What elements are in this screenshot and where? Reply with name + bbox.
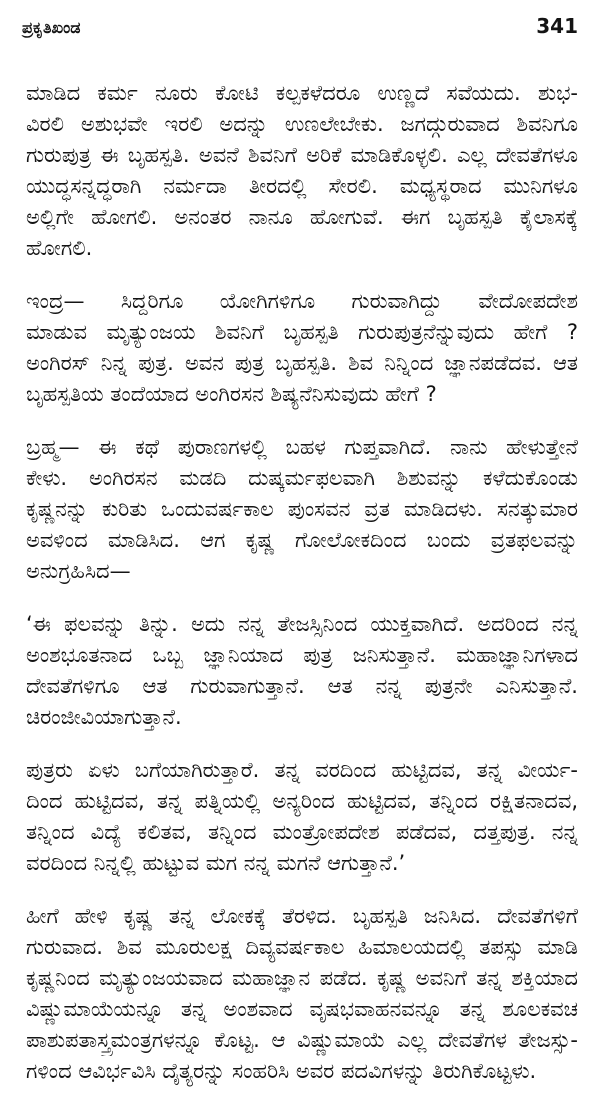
text-line: ದಿಂದ ಹುಟ್ಟಿದವ, ತನ್ನ ಪತ್ನಿಯಲ್ಲಿ ಅನ್ಯರಿಂದ ಹುಟ್ಟಿದವ, ತನ್ನಿಂದ ರಕ್ಷಿತನಾದವ, <box>26 789 578 813</box>
text-line: ಬ್ರಹ್ಮ— ಈ ಕಥೆ ಪುರಾಣಗಳಲ್ಲಿ ಬಹಳ ಗುಪ್ತವಾಗಿದೆ. ನಾನು ಹೇಳುತ್ತೇನೆ <box>26 435 578 459</box>
section-title: ಪ್ರಕೃತಿಖಂಡ <box>22 18 81 37</box>
text-line: ‘ಈ ಫಲವನ್ನು ತಿನ್ನು. ಅದು ನನ್ನ ತೇಜಸ್ಸಿನಿಂದ ಯುಕ್ತವಾಗಿದೆ. ಅದರಿಂದ ನನ್ನ <box>26 612 578 636</box>
page-body <box>26 78 578 1109</box>
text-line: ದೇವತೆಗಳಿಗೂ ಆತ ಗುರುವಾಗುತ್ತಾನೆ. ಆತ ನನ್ನ ಪುತ್ರನೇ ಎನಿಸುತ್ತಾನೆ. <box>26 674 578 698</box>
text-line: ಗುರುವಾದ. ಶಿವ ಮೂರುಲಕ್ಷ ದಿವ್ಯವರ್ಷಕಾಲ ಹಿಮಾಲಯದಲ್ಲಿ ತಪಸ್ಸು ಮಾಡಿ <box>26 935 578 959</box>
text-line: ಹೋಗಲಿ. <box>26 236 93 260</box>
text-line: ಬೃಹಸ್ಪತಿಯ ತಂದೆಯಾದ ಅಂಗಿರಸನ ಶಿಷ್ಯನೆನಿಸುವುದು ಹೇಗೆ ? <box>26 382 437 406</box>
page-number: 341 <box>536 14 578 38</box>
paragraph <box>26 78 578 264</box>
text-line: ವಿರಲಿ ಅಶುಭವೇ ಇರಲಿ ಅದನ್ನು ಉಣಲೇಬೇಕು. ಜಗದ್ಗುರುವಾದ ಶಿವನಿಗೂ <box>26 112 578 136</box>
text-line: ಪುತ್ರರು ಏಳು ಬಗೆಯಾಗಿರುತ್ತಾರೆ. ತನ್ನ ವರದಿಂದ ಹುಟ್ಟಿದವ, ತನ್ನ ವೀರ್ಯ- <box>26 758 578 782</box>
text-line: ಕೇಳು. ಅಂಗಿರಸನ ಮಡದಿ ದುಷ್ಕರ್ಮಫಲವಾಗಿ ಶಿಶುವನ್ನು ಕಳೆದುಕೊಂಡು <box>26 466 578 490</box>
paragraph <box>26 432 578 587</box>
text-line: ಪಾಶುಪತಾಸ್ತ್ರಮಂತ್ರಗಳನ್ನೂ ಕೊಟ್ಟ. ಆ ವಿಷ್ಣುಮಾಯೆ ಎಲ್ಲ ದೇವತೆಗಳ ತೇಜಸ್ಸು- <box>26 1028 578 1052</box>
text-line: ಮಾಡುವ ಮೃತ್ಯುಂಜಯ ಶಿವನಿಗೆ ಬೃಹಸ್ಪತಿ ಗುರುಪುತ್ರನೆನ್ನುವುದು ಹೇಗೆ ? <box>26 320 578 344</box>
paragraph <box>26 286 578 410</box>
text-line: ತನ್ನಿಂದ ವಿದ್ಯೆ ಕಲಿತವ, ತನ್ನಿಂದ ಮಂತ್ರೋಪದೇಶ ಪಡೆದವ, ದತ್ತಪುತ್ರ. ನನ್ನ <box>26 820 578 844</box>
text-line: ವಿಷ್ಣುಮಾಯೆಯನ್ನೂ ತನ್ನ ಅಂಶವಾದ ವೃಷಭವಾಹನವನ್ನೂ ತನ್ನ ಶೂಲಕವಚ <box>26 997 578 1021</box>
text-line: ವರದಿಂದ ನಿನ್ನಲ್ಲಿ ಹುಟ್ಟುವ ಮಗ ನನ್ನ ಮಗನೆ ಆಗುತ್ತಾನೆ.’ <box>26 851 406 875</box>
text-line: ಚಿರಂಜೀವಿಯಾಗುತ್ತಾನೆ. <box>26 705 182 729</box>
text-line: ಯುದ್ಧಸನ್ನದ್ಧರಾಗಿ ನರ್ಮದಾ ತೀರದಲ್ಲಿ ಸೇರಲಿ. ಮಧ್ಯಸ್ಥರಾದ ಮುನಿಗಳೂ <box>26 174 578 198</box>
paragraph <box>26 609 578 733</box>
text-line: ಕೃಷ್ಣನನ್ನು ಕುರಿತು ಒಂದುವರ್ಷಕಾಲ ಪುಂಸವನ ವ್ರತ ಮಾಡಿದಳು. ಸನತ್ಕುಮಾರ <box>26 497 578 521</box>
text-line: ಕೃಷ್ಣನಿಂದ ಮೃತ್ಯುಂಜಯವಾದ ಮಹಾಜ್ಞಾನ ಪಡೆದ. ಕೃಷ್ಣ ಅವನಿಗೆ ತನ್ನ ಶಕ್ತಿಯಾದ <box>26 966 578 990</box>
text-line: ಅವಳಿಂದ ಮಾಡಿಸಿದ. ಆಗ ಕೃಷ್ಣ ಗೋಲೋಕದಿಂದ ಬಂದು ವ್ರತಫಲವನ್ನು <box>26 528 578 552</box>
text-line: ಹೀಗೆ ಹೇಳಿ ಕೃಷ್ಣ ತನ್ನ ಲೋಕಕ್ಕೆ ತೆರಳಿದ. ಬೃಹಸ್ಪತಿ ಜನಿಸಿದ. ದೇವತೆಗಳಿಗೆ <box>26 904 578 928</box>
text-line: ಅಂಗಿರಸ್ ನಿನ್ನ ಪುತ್ರ. ಅವನ ಪುತ್ರ ಬೃಹಸ್ಪತಿ. ಶಿವ ನಿನ್ನಿಂದ ಜ್ಞಾನಪಡೆದವ. ಆತ <box>26 351 578 375</box>
text-line: ಗುರುಪುತ್ರ ಈ ಬೃಹಸ್ಪತಿ. ಅವನೆ ಶಿವನಿಗೆ ಅರಿಕೆ ಮಾಡಿಕೊಳ್ಳಲಿ. ಎಲ್ಲ ದೇವತೆಗಳೂ <box>26 143 578 167</box>
text-line: ಮಾಡಿದ ಕರ್ಮ ನೂರು ಕೋಟಿ ಕಲ್ಪಕಳೆದರೂ ಉಣ್ಣದೆ ಸವೆಯದು. ಶುಭ- <box>26 81 578 105</box>
text-line: ಅಲ್ಲಿಗೇ ಹೋಗಲಿ. ಅನಂತರ ನಾನೂ ಹೋಗುವೆ. ಈಗ ಬೃಹಸ್ಪತಿ ಕೈಲಾಸಕ್ಕೆ <box>26 205 578 229</box>
paragraph <box>26 901 578 1087</box>
text-line: ಗಳಿಂದ ಆವಿರ್ಭವಿಸಿ ದೈತ್ಯರನ್ನು ಸಂಹರಿಸಿ ಅವರ ಪದವಿಗಳನ್ನು ತಿರುಗಿಕೊಟ್ಟಳು. <box>26 1059 537 1083</box>
text-line: ಅಂಶಭೂತನಾದ ಒಬ್ಬ ಜ್ಞಾನಿಯಾದ ಪುತ್ರ ಜನಿಸುತ್ತಾನೆ. ಮಹಾಜ್ಞಾನಿಗಳಾದ <box>26 643 578 667</box>
page-header <box>22 12 578 44</box>
text-line: ಅನುಗ್ರಹಿಸಿದ— <box>26 559 131 583</box>
text-line: ಇಂದ್ರ— ಸಿದ್ದರಿಗೂ ಯೋಗಿಗಳಿಗೂ ಗುರುವಾಗಿದ್ದು ವೇದೋಪದೇಶ <box>26 289 578 313</box>
paragraph <box>26 755 578 879</box>
